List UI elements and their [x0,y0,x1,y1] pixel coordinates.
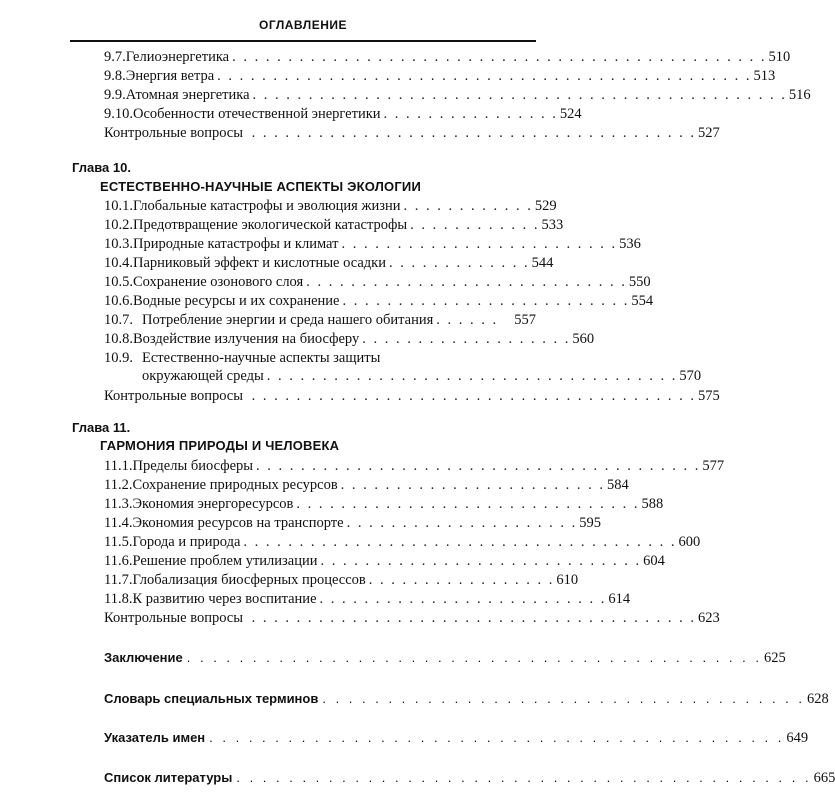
entry-page: 614 [608,591,631,607]
toc-entry-first-line[interactable] [104,349,536,367]
entry-number: 10.2. [104,217,133,233]
leader-dots: . . . . . . . . . . . . . . . . . . . . . . . . . . . . . . . . . . . . . [266,368,678,384]
entry-page: 595 [579,515,601,531]
entry-number: 10.7. [104,312,133,328]
chapter-label: Глава 11. [72,420,131,435]
header-rule [70,40,536,42]
entry-number: 11.3. [104,496,133,512]
entry-page: 544 [531,255,554,271]
leader-dots: . . . . . . . . . . . . . . . . . . . . . . . . . . . . . . . . . . . . . . . . [246,388,696,404]
leader-dots: . . . . . . . . . . . . . . . . . . . . . . . . . . . . . . . . . . . . . . . . [246,125,696,141]
entry-page: 524 [559,106,582,122]
leader-dots: . . . . . . . . . . . . . . . . . . . . . . . . . . . . . [306,274,627,290]
toc-back-entry[interactable] [104,691,829,708]
entry-title: Предотвращение экологической катастрофы [133,217,408,233]
leader-dots: . . . . . . . . . . . . . . . . . . . . . . . . . . . . . . . . . . . . . . . . . . . . . . . . [217,68,752,84]
leader-dots: . . . . . . . . . . . . . . . . . . . . . . . . . . . . . . . . . . . . . . . . . . . . . . . . [232,49,767,65]
entry-page: 625 [764,650,786,666]
entry-title: Контрольные вопросы [104,388,243,404]
toc-entry[interactable] [104,387,720,405]
toc-entry[interactable] [104,571,579,589]
entry-page: 533 [541,217,564,233]
toc-entry[interactable] [104,533,701,551]
entry-page: 604 [643,553,665,569]
entry-title: Естественно-научные аспекты защиты [142,350,381,366]
entry-number: 11.7. [104,572,133,588]
toc-entry[interactable] [104,105,582,123]
entry-page: 554 [631,293,654,309]
entry-page: 610 [556,572,579,588]
entry-title: Контрольные вопросы [104,125,243,141]
entry-number: 11.5. [104,534,133,550]
entry-number: 11.8. [104,591,133,607]
entry-page: 536 [619,236,641,252]
toc-entry[interactable] [104,609,720,627]
entry-page: 623 [698,610,720,626]
leader-dots: . . . . . . . . . . . . . . . . . . . . . . . . . . [319,591,607,607]
entry-page: 577 [702,458,725,474]
toc-entry[interactable] [104,495,664,513]
entry-number: 10.3. [104,236,133,252]
toc-entry[interactable] [104,476,629,494]
entry-title: Заключение [104,650,183,665]
entry-number: 9.10. [104,106,133,122]
entry-title: Парниковый эффект и кислотные осадки [133,255,386,271]
entry-number: 10.5. [104,274,133,290]
entry-title-continuation: окружающей среды [142,368,264,384]
leader-dots: . . . . . . . . . . . . . . . . . . . . . . . . . . [342,293,630,309]
entry-number: 11.6. [104,553,133,569]
leader-dots: . . . . . . . . . . . . . . . . . . . . . . . . . . . . . . . . . . . . . . . . . . . . . . . . [252,87,787,103]
entry-title: Города и природа [132,534,241,550]
entry-title: Экономия энергоресурсов [132,496,294,512]
entry-title: Пределы биосферы [132,458,254,474]
toc-entry[interactable] [104,86,811,104]
toc-back-entry[interactable] [104,770,835,787]
chapter-title: ЕСТЕСТВЕННО-НАУЧНЫЕ АСПЕКТЫ ЭКОЛОГИИ [100,179,421,194]
entry-number: 10.6. [104,293,133,309]
toc-entry[interactable] [104,273,651,291]
leader-dots: . . . . . . . . . . . . . [388,255,530,271]
entry-title: Контрольные вопросы [104,610,243,626]
toc-entry[interactable] [104,514,601,532]
entry-number: 11.1. [104,458,133,474]
entry-number: 10.8. [104,331,133,347]
toc-back-entry[interactable] [104,650,786,667]
entry-number: 10.9. [104,350,133,366]
toc-entry[interactable] [104,311,536,329]
toc-entry[interactable] [104,330,595,348]
entry-page: 527 [698,125,720,141]
entry-title: Водные ресурсы и их сохранение [133,293,340,309]
chapter-label: Глава 10. [72,160,131,175]
entry-page: 588 [641,496,664,512]
entry-page: 557 [514,312,536,328]
entry-page: 513 [753,68,776,84]
entry-title: Словарь специальных терминов [104,691,319,706]
entry-page: 516 [788,87,811,103]
toc-entry[interactable] [104,216,564,234]
entry-title: Потребление энергии и среда нашего обитания [142,312,434,328]
entry-title: Список литературы [104,770,233,785]
entry-title: Природные катастрофы и климат [133,236,339,252]
entry-title: Воздействие излучения на биосферу [133,331,360,347]
entry-number: 11.4. [104,515,133,531]
entry-number: 9.9. [104,87,126,103]
toc-entry[interactable] [104,254,554,272]
entry-title: Сохранение озонового слоя [133,274,304,290]
toc-entry[interactable] [104,124,720,142]
entry-page: 529 [534,198,557,214]
entry-title: Указатель имен [104,730,206,745]
leader-dots: . . . . . . . . . . . . . . . . . . . [362,331,571,347]
leader-dots: . . . . . . . . . . . . . . . . . . . . . . . . . . . . . . . . . . . . . . . [243,534,677,550]
entry-title: Особенности отечественной энергетики [133,106,381,122]
toc-entry[interactable] [104,67,776,85]
entry-title: Глобальные катастрофы и эволюция жизни [133,198,401,214]
leader-dots: . . . . . . . . . . . . . . . . . . . . . . . . . [341,236,618,252]
toc-entry-continuation[interactable] [142,367,702,385]
entry-number: 9.7. [104,49,126,65]
leader-dots: . . . . . . . . . . . . . . . . . . . . . . . . . . . . . . . . . . . . . [322,691,806,706]
leader-dots: . . . . . . . . . . . . [403,198,533,214]
entry-page: 584 [607,477,629,493]
entry-page: 560 [572,331,595,347]
entry-page: 600 [678,534,701,550]
leader-dots: . . . . . . . . . . . . . . . . . . . . . . . . [340,477,606,493]
leader-dots: . . . . . . [436,312,499,328]
entry-title: К развитию через воспитание [132,591,317,607]
toc-entry[interactable] [104,235,641,253]
entry-title: Решение проблем утилизации [132,553,318,569]
leader-dots: . . . . . . . . . . . . . . . . . . . . . . . . . . . . . [320,553,642,569]
entry-title: Гелиоэнергетика [125,49,230,65]
entry-title: Атомная энергетика [125,87,250,103]
toc-back-entry[interactable] [104,730,809,747]
leader-dots: . . . . . . . . . . . . . . . . . . . . . . . . . . . . . . . . . . . . . . . . . . . . [186,650,762,665]
leader-dots: . . . . . . . . . . . . . . . . . . . . . . . . . . . . . . . . . . . . . . . . . . . . [209,730,785,745]
toc-entry[interactable] [104,552,665,570]
leader-dots: . . . . . . . . . . . . . . . . . . . . . . . . . . . . . . . . . . . . . . . . . . . . [236,770,812,785]
entry-page: 570 [679,368,702,384]
leader-dots: . . . . . . . . . . . . . . . . . . . . . . . . . . . . . . . . . . . . . . . . [256,458,701,474]
leader-dots: . . . . . . . . . . . . . . . . . [368,572,555,588]
leader-dots: . . . . . . . . . . . . . . . . [383,106,558,122]
entry-page: 550 [628,274,651,290]
entry-title: Экономия ресурсов на транспорте [132,515,344,531]
toc-entry[interactable] [104,48,791,66]
page-header: ОГЛАВЛЕНИЕ [258,18,347,32]
entry-page: 649 [786,730,809,746]
entry-number: 10.4. [104,255,133,271]
entry-title: Энергия ветра [125,68,215,84]
leader-dots: . . . . . . . . . . . . [410,217,540,233]
leader-dots: . . . . . . . . . . . . . . . . . . . . . . . . . . . . . . . . . . . . . . . . [246,610,696,626]
entry-number: 9.8. [104,68,126,84]
entry-page: 628 [807,691,829,707]
entry-page: 510 [768,49,791,65]
toc-entry[interactable] [104,590,631,608]
entry-number: 11.2. [104,477,133,493]
entry-title: Сохранение природных ресурсов [132,477,338,493]
leader-dots: . . . . . . . . . . . . . . . . . . . . . . . . . . . . . . . [296,496,640,512]
toc-entry[interactable] [104,197,557,215]
toc-entry[interactable] [104,457,725,475]
chapter-title: ГАРМОНИЯ ПРИРОДЫ И ЧЕЛОВЕКА [100,438,340,453]
leader-dots: . . . . . . . . . . . . . . . . . . . . . [346,515,578,531]
toc-entry[interactable] [104,292,654,310]
entry-number: 10.1. [104,198,133,214]
entry-title: Глобализация биосферных процессов [132,572,366,588]
entry-page: 575 [698,388,720,404]
entry-page: 665 [813,770,835,786]
